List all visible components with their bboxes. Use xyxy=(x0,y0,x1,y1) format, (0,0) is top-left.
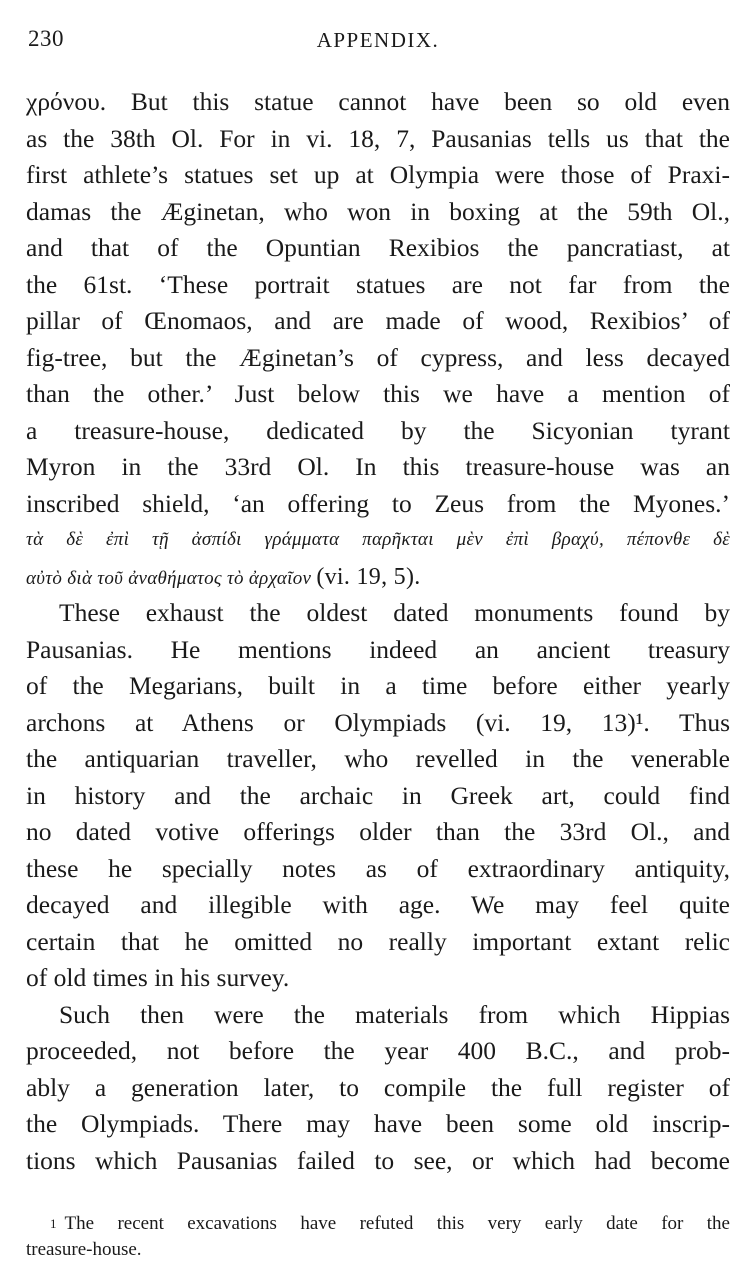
page-header xyxy=(26,22,730,58)
text-line: the antiquarian traveller, who revelled in the venerable xyxy=(26,744,730,773)
footnote-line: treasure-house. xyxy=(26,1239,142,1260)
text-line: of old times in his survey. xyxy=(26,963,290,992)
text-line: tions which Pausanias failed to see, or which had become xyxy=(26,1145,730,1175)
text-line: as the 38th Ol. For in vi. 18, 7, Pausanias tells us that the xyxy=(26,123,730,153)
text-line: first athlete’s statues set up at Olympia were those of Praxi- xyxy=(26,160,730,189)
text-line: the Olympiads. There may have been some old inscrip- xyxy=(26,1109,730,1138)
text-line: the 61st. ‘These portrait statues are not far from the xyxy=(26,269,730,299)
footnote-marker: 1 xyxy=(50,1216,57,1231)
text-line: inscribed shield, ‘an offering to Zeus from the Myones.’ xyxy=(26,488,730,518)
text-line: decayed and illegible with age. We may feel quite xyxy=(26,890,730,919)
text-line: Such then were the materials from which Hippias xyxy=(59,999,730,1029)
greek-quote-line-with-reference xyxy=(26,559,730,596)
text-line: These exhaust the oldest dated monuments found by xyxy=(59,598,730,627)
text-line: pillar of Œnomaos, and are made of wood, Rexibios’ of xyxy=(26,306,730,335)
text-line: certain that he omitted no really important extant relic xyxy=(26,926,730,956)
text-line: than the other.’ Just below this we have a mention of xyxy=(26,379,730,408)
page-number: 230 xyxy=(28,26,64,51)
text-line: proceeded, not before the year 400 B.C., and prob- xyxy=(26,1036,730,1065)
text-line: and that of the Opuntian Rexibios the pancratiast, at xyxy=(26,233,730,262)
text-line: fig-tree, but the Æginetan’s of cypress, and less decayed xyxy=(26,342,730,372)
greek-quote-text: αὐτὸ διὰ τοῦ ἀναθήματος τὸ ἀρχαῖον xyxy=(26,567,312,589)
text-line: no dated votive offerings older than the 33rd Ol., and xyxy=(26,817,730,846)
text-line: damas the Æginetan, who won in boxing at the 59th Ol., xyxy=(26,196,730,226)
citation-reference: (vi. 19, 5). xyxy=(316,563,421,590)
running-head: APPENDIX. xyxy=(316,28,440,52)
text-line: Pausanias. He mentions indeed an ancient treasury xyxy=(26,634,730,664)
text-line: in history and the archaic in Greek art, could find xyxy=(26,780,730,810)
text-line: of the Megarians, built in a time before either yearly xyxy=(26,671,730,700)
text-line: Myron in the 33rd Ol. In this treasure-house was an xyxy=(26,452,730,481)
footnote xyxy=(26,1211,730,1263)
text-line: these he specially notes as of extraordinary antiquity, xyxy=(26,853,730,883)
footnote-line xyxy=(26,1211,730,1237)
greek-quote-line: τὰ δὲ ἐπὶ τῇ ἀσπίδι γράμματα παρῆκται μὲν ἐπὶ βραχύ, πέπονθε δὲ xyxy=(26,529,730,550)
footnote-text: The recent excavations have refuted this very early date for the xyxy=(64,1213,730,1234)
text-line: a treasure-house, dedicated by the Sicyonian tyrant xyxy=(26,415,730,445)
text-line: χρόνου. But this statue cannot have been so old even xyxy=(26,87,730,116)
book-page xyxy=(26,22,730,1263)
text-line-with-footnote-ref: archons at Athens or Olympiads (vi. 19, 13)¹. Thus xyxy=(26,707,730,737)
body-text xyxy=(26,84,730,1179)
text-line: ably a generation later, to compile the full register of xyxy=(26,1072,730,1102)
